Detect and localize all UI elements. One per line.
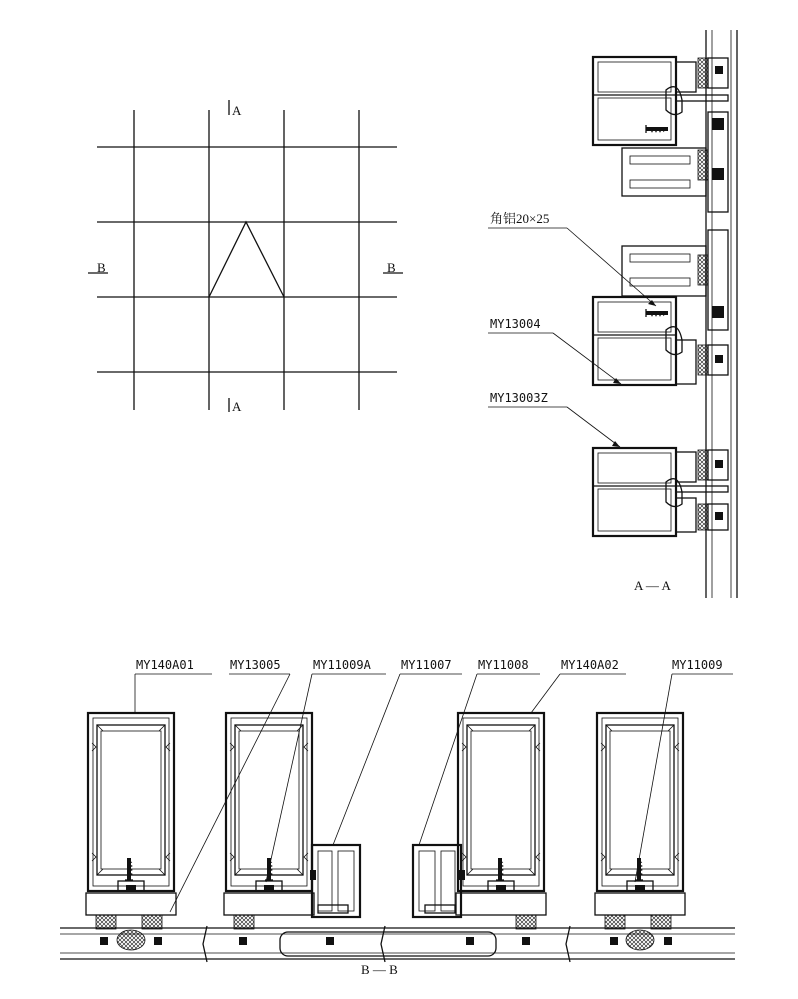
callout-my11007: MY11007 [401,658,452,672]
section-mark-a-bottom: A [232,399,242,414]
transom-middle [593,230,728,385]
elevation-grid [97,110,397,410]
section-mark-a-top: A [232,103,242,118]
opening-vent-triangle [209,222,284,297]
section-bb [60,658,735,977]
section-mark-b-left: B [97,260,106,275]
section-aa [488,30,737,598]
callout-my13005: MY13005 [230,658,281,672]
transom-top [593,57,728,212]
callout-my140a01: MY140A01 [136,658,194,672]
bb-leaders [135,674,733,912]
callout-my13004: MY13004 [490,317,541,331]
callout-my140a02: MY140A02 [561,658,619,672]
section-aa-title: A — A [634,578,671,593]
section-bb-title: B — B [361,962,398,977]
aa-leaders [488,228,656,447]
bottom-fittings [86,893,685,950]
callout-angle-aluminum: 角铝20×25 [490,211,550,226]
section-mark-b-right: B [387,260,396,275]
callout-my11008: MY11008 [478,658,529,672]
transom-bottom [593,448,728,536]
callout-my11009a: MY11009A [313,658,371,672]
callout-my11009: MY11009 [672,658,723,672]
callout-my13003z: MY13003Z [490,391,548,405]
vent-frame-left [310,845,360,917]
